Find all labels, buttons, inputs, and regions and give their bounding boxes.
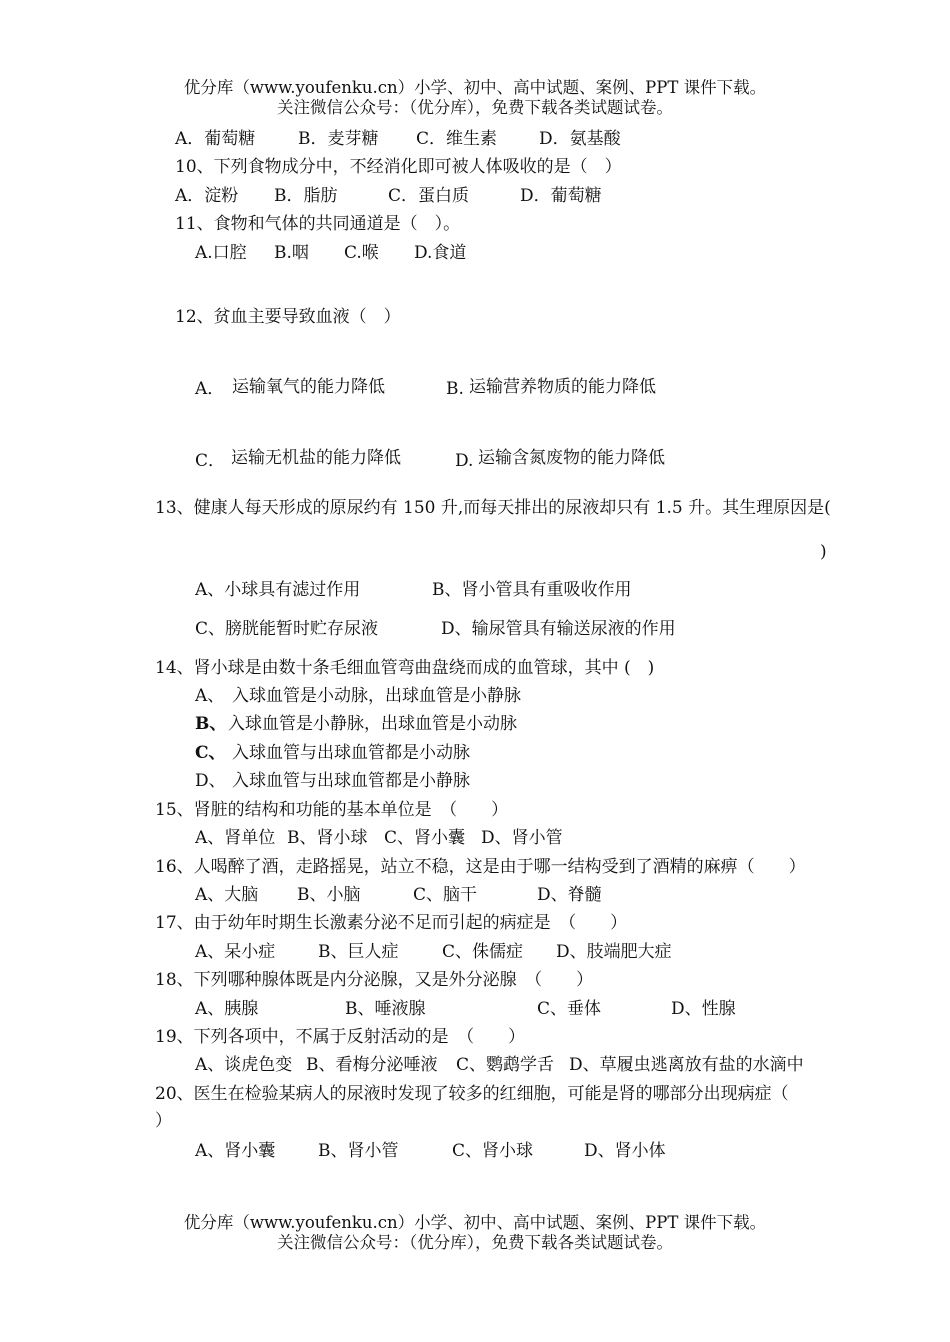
q14-option-d-text: 入球血管与出球血管都是小静脉 bbox=[232, 771, 470, 791]
q14-option-c-text: 入球血管与出球血管都是小动脉 bbox=[232, 743, 470, 763]
q10-option-d: D．葡萄糖 bbox=[520, 186, 602, 206]
q9-option-d: D．氨基酸 bbox=[539, 129, 621, 149]
q15-option-c: C、肾小囊 bbox=[384, 828, 466, 848]
q16-option-b: B、小脑 bbox=[297, 885, 361, 905]
q14-option-a-letter: A、 bbox=[195, 686, 225, 706]
q15-stem: 15、肾脏的结构和功能的基本单位是 （ ） bbox=[155, 800, 509, 820]
q20-stem-end: ） bbox=[155, 1111, 172, 1131]
q9-option-c: C．维生素 bbox=[416, 129, 498, 149]
q14-stem: 14、肾小球是由数十条毛细血管弯曲盘绕而成的血管球，其中 ( ) bbox=[155, 658, 655, 678]
q13-option-c: C、膀胱能暂时贮存尿液 bbox=[195, 619, 379, 639]
q20-option-b: B、肾小管 bbox=[318, 1141, 399, 1161]
q12-option-b-text: 运输营养物质的能力降低 bbox=[469, 377, 656, 397]
q9-option-a: A．葡萄糖 bbox=[175, 129, 256, 149]
q11-option-b: B.咽 bbox=[274, 243, 309, 263]
q13-option-b: B、肾小管具有重吸收作用 bbox=[432, 580, 632, 600]
q14-option-b-letter: B、 bbox=[195, 714, 227, 734]
q17-option-c: C、侏儒症 bbox=[442, 942, 524, 962]
q11-option-c: C.喉 bbox=[344, 243, 379, 263]
q19-option-d: D、草履虫逃离放有盐的水滴中 bbox=[569, 1055, 804, 1075]
q16-option-d: D、脊髓 bbox=[537, 885, 602, 905]
q18-option-a: A、胰腺 bbox=[195, 999, 259, 1019]
q12-option-d-text: 运输含氮废物的能力降低 bbox=[478, 448, 665, 468]
q20-option-a: A、肾小囊 bbox=[195, 1141, 276, 1161]
header-line-1: 优分库（www.youfenku.cn）小学、初中、高中试题、案例、PPT 课件下载。 bbox=[183, 78, 767, 97]
q20-option-d: D、肾小体 bbox=[584, 1141, 666, 1161]
q15-option-d: D、肾小管 bbox=[481, 828, 563, 848]
q14-option-a-text: 入球血管是小动脉，出球血管是小静脉 bbox=[232, 686, 521, 706]
q16-stem: 16、人喝醉了酒，走路摇晃，站立不稳，这是由于哪一结构受到了酒精的麻痹（ ） bbox=[155, 857, 806, 877]
header-line-2: 关注微信公众号：（优分库），免费下载各类试题试卷。 bbox=[277, 98, 673, 117]
q10-option-a: A．淀粉 bbox=[175, 186, 239, 206]
q19-stem: 19、下列各项中，不属于反射活动的是 （ ） bbox=[155, 1027, 526, 1047]
footer-line-1: 优分库（www.youfenku.cn）小学、初中、高中试题、案例、PPT 课件下载。 bbox=[183, 1213, 767, 1232]
q13-stem: 13、健康人每天形成的原尿约有 150 升,而每天排出的尿液却只有 1.5 升。其生理原因是( bbox=[155, 498, 831, 518]
q11-option-a: A.口腔 bbox=[195, 243, 247, 263]
q20-stem: 20、医生在检验某病人的尿液时发现了较多的红细胞，可能是肾的哪部分出现病症（ bbox=[155, 1084, 789, 1104]
q14-option-c-letter: C、 bbox=[195, 743, 226, 763]
q13-stem-end: ) bbox=[820, 542, 827, 562]
q19-option-a: A、谈虎色变 bbox=[195, 1055, 293, 1075]
q12-stem: 12、贫血主要导致血液（ ） bbox=[175, 307, 401, 327]
q14-option-b-text: 入球血管是小静脉，出球血管是小动脉 bbox=[228, 714, 517, 734]
q10-stem: 10、下列食物成分中，不经消化即可被人体吸收的是（ ） bbox=[175, 157, 622, 177]
q10-option-b: B．脂肪 bbox=[274, 186, 338, 206]
q17-option-d: D、肢端肥大症 bbox=[556, 942, 672, 962]
q18-option-d: D、性腺 bbox=[671, 999, 736, 1019]
q9-option-b: B．麦芽糖 bbox=[298, 129, 379, 149]
q13-option-a: A、小球具有滤过作用 bbox=[195, 580, 361, 600]
q19-option-c: C、鹦鹉学舌 bbox=[456, 1055, 555, 1075]
q12-option-c-letter: C． bbox=[195, 451, 226, 471]
q17-option-a: A、呆小症 bbox=[195, 942, 276, 962]
q12-option-d-letter: D. bbox=[455, 451, 474, 471]
q12-option-c-text: 运输无机盐的能力降低 bbox=[231, 448, 401, 468]
q18-option-b: B、唾液腺 bbox=[345, 999, 426, 1019]
q20-option-c: C、肾小球 bbox=[452, 1141, 534, 1161]
q16-option-a: A、大脑 bbox=[195, 885, 259, 905]
q12-option-b-letter: B. bbox=[446, 379, 464, 399]
q11-stem: 11、食物和气体的共同通道是（ ）。 bbox=[175, 214, 461, 234]
q17-stem: 17、由于幼年时期生长激素分泌不足而引起的病症是 （ ） bbox=[155, 913, 628, 933]
q14-option-d-letter: D、 bbox=[195, 771, 226, 791]
q12-option-a-letter: A． bbox=[195, 379, 225, 399]
q12-option-a-text: 运输氧气的能力降低 bbox=[232, 377, 385, 397]
q19-option-b: B、看梅分泌唾液 bbox=[306, 1055, 438, 1075]
q18-stem: 18、下列哪种腺体既是内分泌腺，又是外分泌腺 （ ） bbox=[155, 970, 594, 990]
q16-option-c: C、脑干 bbox=[413, 885, 478, 905]
q11-option-d: D.食道 bbox=[414, 243, 467, 263]
q13-option-d: D、输尿管具有输送尿液的作用 bbox=[441, 619, 676, 639]
q15-option-a: A、肾单位 bbox=[195, 828, 276, 848]
q17-option-b: B、巨人症 bbox=[318, 942, 399, 962]
footer-line-2: 关注微信公众号：（优分库），免费下载各类试题试卷。 bbox=[277, 1233, 673, 1252]
q18-option-c: C、垂体 bbox=[537, 999, 602, 1019]
q10-option-c: C．蛋白质 bbox=[388, 186, 470, 206]
q15-option-b: B、肾小球 bbox=[287, 828, 368, 848]
